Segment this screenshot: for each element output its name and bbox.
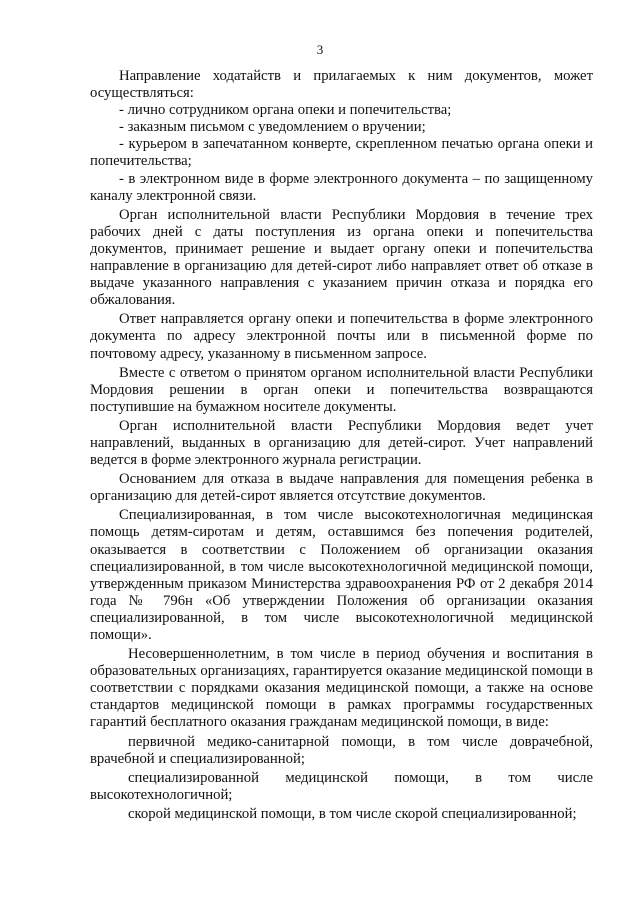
page-number: 3 [316,42,324,57]
paragraph-response: Ответ направляется органу опеки и попечительства в форме электронного документа по адресу электронной почты или в письменной форме по почтовому адресу, указанному в письменном запросе. [90,311,593,362]
list-item-primary-care: первичной медико-санитарной помощи, в том числе доврачебной, врачебной и специализированной; [90,733,593,767]
paragraph-registry: Орган исполнительной власти Республики Мордовия ведет учет направлений, выданных в организацию для детей-сирот. Учет направлений ведется в форме электронного журнала регистрации. [90,417,593,469]
paragraph-decision: Орган исполнительной власти Республики Мордовия в течение трех рабочих дней с даты поступления из органа опеки и попечительства документов, принимает решение и выдает органу опеки и попечительства направление в организацию для детей-сирот либо направляет ответ об отказе в выдаче указанного направления с указанием причин отказа и порядка его обжалования. [90,206,593,309]
paragraph-submission-methods: Направление ходатайств и прилагаемых к ним документов, может осуществляться: [90,68,593,102]
paragraph-refusal-grounds: Основанием для отказа в выдаче направления для помещения ребенка в организацию для детей-сирот является отсутствие документов. [90,471,593,505]
list-item-registered-mail: - заказным письмом с уведомлением о вручении; [119,119,426,136]
list-item-specialized-care: специализированной медицинской помощи, в том числе высокотехнологичной; [90,769,593,803]
document-body [90,68,593,823]
list-item-in-person: - лично сотрудником органа опеки и попечительства; [119,102,452,119]
paragraph-return-documents: Вместе с ответом о принятом органом исполнительной власти Республики Мордовия решении в орган опеки и попечительства возвращаются поступившие на бумажном носителе документы. [90,364,593,415]
paragraph-minors-care: Несовершеннолетним, в том числе в период обучения и воспитания в образовательных организациях, гарантируется оказание медицинской помощи в соответствии с порядками оказания медицинской помощи, а также на основе стандартов медицинской помощи в рамках программы государственных гарантий бесплатного оказания гражданам медицинской помощи, в виде: [90,646,593,731]
paragraph-specialized-care: Специализированная, в том числе высокотехнологичная медицинская помощь детям-сиротам и детям, оставшимся без попечения родителей, оказывается в соответствии с Положением об организации оказания специализированной, в том числе высокотехнологичной медицинской помощи, утвержденным приказом Министерства здравоохранения РФ от 2 декабря 2014 года № 796н «Об утверждении Положения об организации оказания специализированной, в том числе высокотехнологичной медицинской помощи». [90,507,593,643]
list-item-electronic: - в электронном виде в форме электронного документа – по защищенному каналу электронной связи. [90,170,593,204]
list-item-emergency-care: скорой медицинской помощи, в том числе скорой специализированной; [128,805,577,822]
list-item-courier: - курьером в запечатанном конверте, скрепленном печатью органа опеки и попечительства; [90,136,593,170]
